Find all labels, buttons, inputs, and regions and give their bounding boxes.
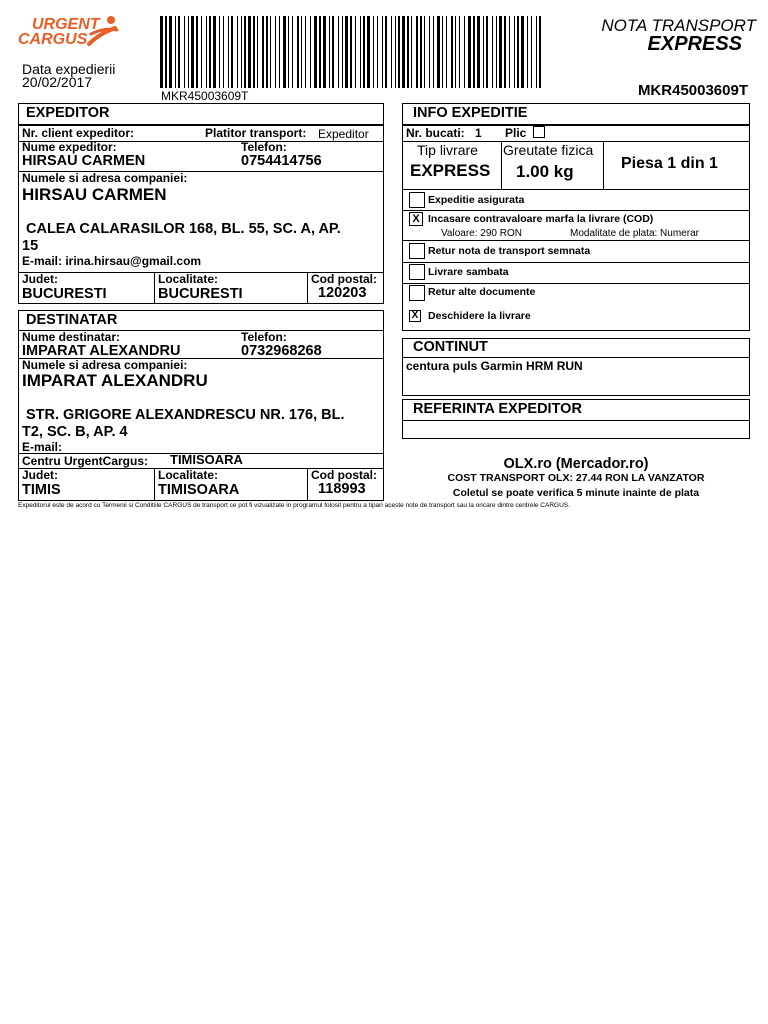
destinatar-zip-label: Cod postal: — [311, 468, 377, 482]
barcode-bar — [266, 16, 268, 88]
barcode-bar — [407, 16, 409, 88]
cod-payment: Modalitate de plata: Numerar — [570, 228, 699, 239]
destinatar-phone-label: Telefon: — [241, 330, 287, 344]
olx-cost: COST TRANSPORT OLX: 27.44 RON LA VANZATOR — [447, 472, 705, 484]
barcode-bar — [262, 16, 264, 88]
barcode-bar — [539, 16, 541, 88]
doc-title-line2: EXPRESS — [647, 33, 742, 55]
barcode-bar — [429, 16, 430, 88]
barcode-bar — [319, 16, 321, 88]
barcode-bar — [367, 16, 370, 88]
barcode-bar — [175, 16, 176, 88]
barcode-bar — [323, 16, 326, 88]
barcode-bar — [184, 16, 185, 88]
barcode-bar — [213, 16, 216, 88]
expeditor-county-value: BUCURESTI — [22, 286, 107, 302]
barcode-bar — [169, 16, 172, 88]
destinatar-center-label: Centru UrgentCargus: — [22, 454, 149, 468]
barcode-bar — [253, 16, 255, 88]
barcode-bar — [398, 16, 400, 88]
barcode-bar — [270, 16, 271, 88]
expeditor-city-value: BUCURESTI — [158, 286, 243, 302]
destinatar-zip-value: 118993 — [318, 481, 366, 497]
barcode-bar — [363, 16, 365, 88]
barcode-bar — [531, 16, 532, 88]
barcode-bar — [391, 16, 392, 88]
brand-logo — [16, 14, 121, 52]
barcode-bar — [521, 16, 524, 88]
olx-note: Coletul se poate verifica 5 minute inainte de plata — [452, 487, 700, 499]
barcode-bar — [301, 16, 302, 88]
info-section-title: INFO EXPEDITIE — [413, 105, 528, 121]
expeditor-payer-label: Platitor transport: — [205, 126, 307, 140]
expeditor-county-label: Judet: — [22, 272, 58, 286]
destinatar-city-label: Localitate: — [158, 468, 219, 482]
cod-checkbox[interactable]: X — [409, 212, 423, 226]
barcode-bar — [338, 16, 339, 88]
barcode-bar — [504, 16, 506, 88]
expeditor-city-label: Localitate: — [158, 272, 219, 286]
ship-date-label: Data expedierii — [22, 61, 116, 77]
barcode-bar — [223, 16, 224, 88]
expeditor-phone-value: 0754414756 — [241, 153, 322, 169]
destinatar-section-title: DESTINATAR — [26, 312, 118, 328]
weight-label: Greutate fizica — [503, 142, 594, 158]
destinatar-county-label: Judet: — [22, 468, 58, 482]
ship-date-value: 20/02/2017 — [22, 74, 93, 90]
barcode-bar — [464, 16, 465, 88]
piece-count-text: Piesa 1 din 1 — [621, 155, 718, 172]
destinatar-center-value: TIMISOARA — [170, 452, 243, 467]
destinatar-email-label: E-mail: — [22, 440, 63, 454]
barcode-bar — [275, 16, 276, 88]
contents-section-title: CONTINUT — [413, 339, 488, 355]
barcode-bar — [424, 16, 425, 88]
barcode-bar — [345, 16, 348, 88]
barcode-bar — [355, 16, 356, 88]
barcode-bar — [219, 16, 220, 88]
expeditor-zip-value: 120203 — [318, 285, 367, 301]
barcode-bar — [257, 16, 258, 88]
barcode-bar — [437, 16, 440, 88]
destinatar-county-value: TIMIS — [22, 482, 61, 498]
cod-label: Incasare contravaloare marfa la livrare (COD) — [428, 213, 654, 225]
olx-title: OLX.ro (Mercador.ro) — [503, 456, 649, 472]
barcode-bar — [473, 16, 475, 88]
saturday-checkbox[interactable] — [409, 264, 425, 280]
destinatar-company-label: Numele si adresa companiei: — [22, 358, 188, 372]
barcode-bar — [206, 16, 207, 88]
insured-label: Expeditie asigurata — [428, 194, 525, 206]
barcode-bar — [536, 16, 537, 88]
expeditor-section-title: EXPEDITOR — [26, 105, 110, 121]
barcode-bar — [342, 16, 343, 88]
delivery-type-value: EXPRESS — [410, 161, 491, 180]
expeditor-name-value: HIRSAU CARMEN — [22, 153, 146, 169]
barcode-bar — [496, 16, 497, 88]
expeditor-address-line1: CALEA CALARASILOR 168, BL. 55, SC. A, AP. — [26, 221, 341, 237]
barcode-bar — [509, 16, 510, 88]
barcode-bar — [350, 16, 352, 88]
barcode-bar — [178, 16, 180, 88]
barcode-bar — [402, 16, 405, 88]
barcode-bar — [527, 16, 528, 88]
expeditor-phone-label: Telefon: — [241, 140, 287, 154]
barcode-bar — [310, 16, 311, 88]
return-signed-checkbox[interactable] — [409, 243, 425, 259]
barcode-bar — [237, 16, 238, 88]
barcode-bar — [279, 16, 280, 88]
barcode-bar — [517, 16, 519, 88]
barcode-bar — [165, 16, 167, 88]
barcode-bar — [455, 16, 456, 88]
barcode-bar — [248, 16, 251, 88]
destinatar-phone-value: 0732968268 — [241, 343, 322, 359]
barcode-bar — [196, 16, 198, 88]
barcode-bar — [283, 16, 286, 88]
awb-under-barcode: MKR45003609T — [161, 89, 249, 103]
destinatar-name-value: IMPARAT ALEXANDRU — [22, 343, 181, 359]
barcode-bar — [468, 16, 471, 88]
destinatar-address-line2: T2, SC. B, AP. 4 — [22, 424, 128, 440]
return-docs-checkbox[interactable] — [409, 285, 425, 301]
expeditor-payer-value: Expeditor — [318, 127, 369, 141]
barcode-bar — [329, 16, 330, 88]
weight-value: 1.00 kg — [516, 162, 574, 181]
barcode-bar — [514, 16, 515, 88]
barcode-bar — [209, 16, 211, 88]
reference-body-box — [402, 420, 750, 439]
barcode-bar — [244, 16, 246, 88]
barcode-bar — [446, 16, 447, 88]
info-pieces-value: 1 — [475, 126, 482, 140]
info-pieces-label: Nr. bucati: — [406, 126, 465, 140]
return-docs-label: Retur alte documente — [428, 286, 536, 298]
return-signed-label: Retur nota de transport semnata — [428, 245, 591, 257]
barcode-bar — [228, 16, 229, 88]
barcode-bar — [451, 16, 453, 88]
saturday-label: Livrare sambata — [428, 266, 509, 278]
barcode-bar — [385, 16, 387, 88]
barcode-bar — [377, 16, 378, 88]
barcode-bar — [201, 16, 202, 88]
brand-line2: CARGUS — [18, 31, 88, 48]
barcode-bar — [160, 16, 163, 88]
insured-checkbox[interactable] — [409, 192, 425, 208]
contents-value: centura puls Garmin HRM RUN — [406, 359, 583, 373]
barcode-bar — [373, 16, 374, 88]
destinatar-name-label: Nume destinatar: — [22, 330, 121, 344]
destinatar-address-line1: STR. GRIGORE ALEXANDRESCU NR. 176, BL. — [26, 407, 345, 423]
barcode-bar — [305, 16, 306, 88]
barcode-bar — [442, 16, 443, 88]
barcode-bar — [191, 16, 194, 88]
expeditor-name-label: Nume expeditor: — [22, 140, 117, 154]
open-on-delivery-checkbox[interactable]: X — [409, 310, 421, 322]
barcode-bar — [433, 16, 434, 88]
barcode-bar — [499, 16, 502, 88]
barcode-bar — [360, 16, 361, 88]
barcode-bar — [459, 16, 460, 88]
info-envelope-label: Plic — [505, 126, 527, 140]
terms-footer: Expeditorul este de acord cu Termenii si Conditiile CARGUS de transport ce pot fi vizualizate in programul folosit pentru a tipari aceste note de transport sau la oricare dintre centrele CARGUS. — [18, 502, 570, 509]
expeditor-company-name: HIRSAU CARMEN — [22, 185, 167, 204]
expeditor-zip-label: Cod postal: — [311, 272, 377, 286]
barcode-bar — [382, 16, 383, 88]
barcode-bar — [241, 16, 242, 88]
destinatar-company-name: IMPARAT ALEXANDRU — [22, 371, 208, 390]
barcode-bar — [411, 16, 412, 88]
destinatar-city-value: TIMISOARA — [158, 482, 240, 498]
expeditor-client-label: Nr. client expeditor: — [22, 126, 135, 140]
delivery-type-label: Tip livrare — [417, 142, 478, 158]
barcode-bar — [288, 16, 289, 88]
barcode-bar — [420, 16, 422, 88]
barcode-bar — [395, 16, 396, 88]
barcode-bar — [188, 16, 189, 88]
cod-value: Valoare: 290 RON — [441, 228, 522, 239]
barcode — [160, 16, 542, 88]
barcode-bar — [314, 16, 317, 88]
barcode-bar — [492, 16, 493, 88]
expeditor-address-line2: 15 — [22, 238, 39, 254]
runner-icon — [81, 14, 121, 50]
envelope-checkbox[interactable] — [533, 126, 545, 138]
barcode-bar — [297, 16, 299, 88]
awb-number: MKR45003609T — [637, 82, 748, 99]
expeditor-company-label: Numele si adresa companiei: — [22, 171, 188, 185]
barcode-bar — [486, 16, 488, 88]
barcode-bar — [483, 16, 484, 88]
reference-section-title: REFERINTA EXPEDITOR — [413, 401, 582, 417]
barcode-bar — [292, 16, 293, 88]
open-on-delivery-label: Deschidere la livrare — [428, 310, 531, 322]
barcode-bar — [416, 16, 418, 88]
barcode-bar — [332, 16, 334, 88]
barcode-bar — [231, 16, 233, 88]
brand-line1: URGENT — [32, 16, 100, 33]
doc-title-line1: NOTA TRANSPORT — [601, 16, 756, 35]
barcode-bar — [477, 16, 480, 88]
expeditor-email: E-mail: irina.hirsau@gmail.com — [22, 254, 202, 268]
